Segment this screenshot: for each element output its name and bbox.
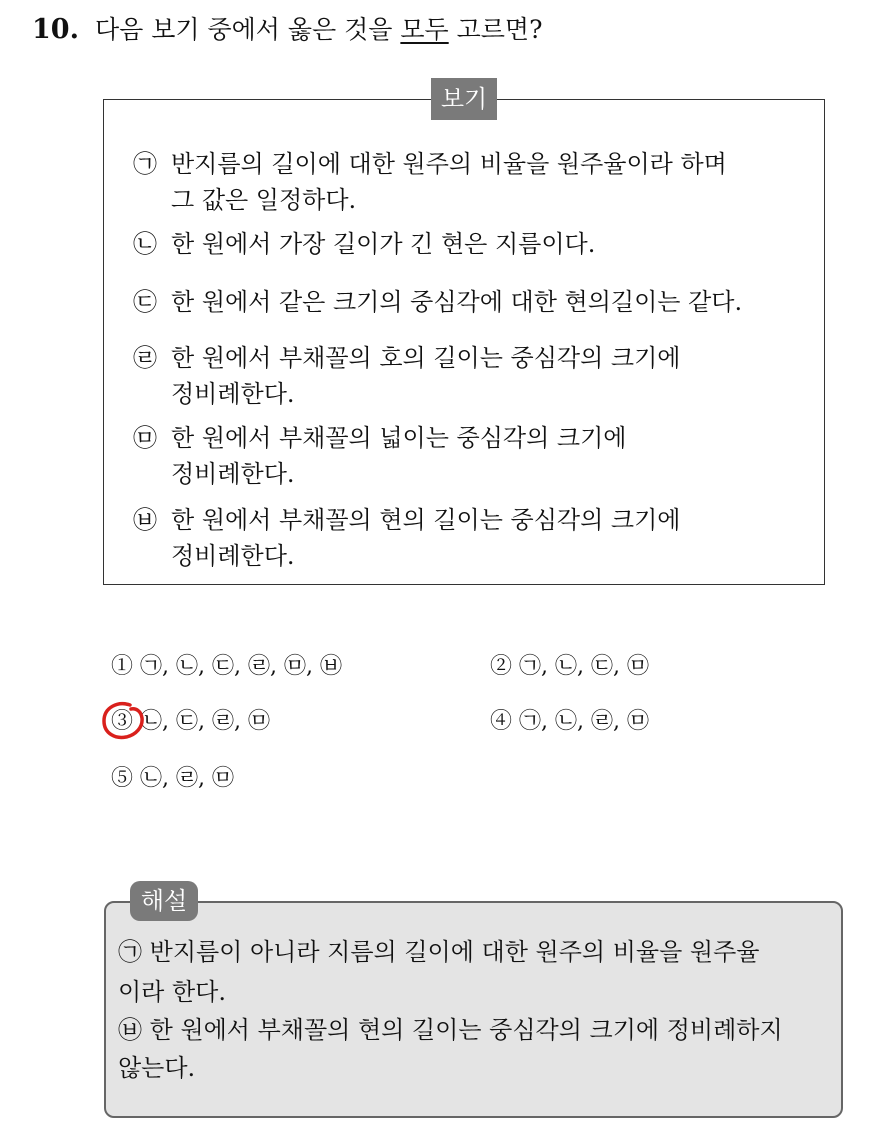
bogi-item-mark: ㉢	[133, 288, 157, 316]
solution-label: 해설	[130, 881, 198, 921]
bogi-item-1	[133, 146, 727, 218]
solution-line: ㉠ 반지름이 아니라 지름의 길이에 대한 원주의 비율을 원주율	[118, 938, 760, 966]
bogi-item-line: 한 원에서 가장 길이가 긴 현은 지름이다.	[171, 230, 596, 258]
choice-text: ㉠, ㉡, ㉢, ㉤	[512, 654, 649, 679]
choice-text: ㉠, ㉡, ㉣, ㉤	[512, 709, 649, 734]
choice-5[interactable]	[111, 764, 234, 794]
choice-number: ③	[111, 709, 134, 734]
bogi-item-6	[133, 502, 680, 574]
question-text-after: 고르면?	[448, 15, 543, 44]
choice-number: ①	[111, 654, 134, 679]
question-emphasis: 모두	[400, 15, 449, 44]
bogi-item-line: 반지름의 길이에 대한 원주의 비율을 원주율이라 하며	[171, 150, 727, 178]
choice-2[interactable]	[490, 652, 649, 682]
bogi-item-line: 한 원에서 부채꼴의 넓이는 중심각의 크기에	[171, 424, 627, 452]
question-text-before: 다음 보기 중에서 옳은 것을	[94, 15, 401, 44]
bogi-item-mark: ㉠	[133, 150, 157, 178]
bogi-label: 보기	[431, 78, 497, 120]
bogi-item-line: 정비례한다.	[171, 460, 295, 488]
solution-line: 이라 한다.	[118, 978, 226, 1006]
bogi-item-mark: ㉤	[133, 424, 157, 452]
question-heading	[32, 12, 543, 48]
choice-text: ㉡, ㉢, ㉣, ㉤	[133, 709, 270, 734]
bogi-item-line: 한 원에서 부채꼴의 호의 길이는 중심각의 크기에	[171, 344, 681, 372]
bogi-item-line: 한 원에서 부채꼴의 현의 길이는 중심각의 크기에	[171, 506, 681, 534]
bogi-item-2	[133, 226, 595, 262]
circle-stroke	[104, 704, 142, 738]
bogi-item-5	[133, 420, 626, 492]
bogi-item-line: 그 값은 일정하다.	[171, 186, 357, 214]
bogi-item-mark: ㉣	[133, 344, 157, 372]
bogi-item-4	[133, 340, 680, 412]
solution-line: 않는다.	[118, 1054, 196, 1082]
bogi-item-line: 한 원에서 같은 크기의 중심각에 대한 현의길이는 같다.	[171, 288, 743, 316]
choice-number: ⑤	[111, 766, 134, 791]
choice-number: ④	[490, 709, 513, 734]
choice-4[interactable]	[490, 707, 649, 737]
choice-text: ㉠, ㉡, ㉢, ㉣, ㉤, ㉥	[133, 654, 342, 679]
question-text	[95, 15, 543, 44]
bogi-item-3	[133, 284, 742, 320]
choice-1[interactable]	[111, 652, 342, 682]
answer-circle-mark	[100, 701, 146, 741]
question-number: 10.	[32, 14, 79, 45]
solution-line: ㉥ 한 원에서 부채꼴의 현의 길이는 중심각의 크기에 정비례하지	[118, 1016, 783, 1044]
choice-number: ②	[490, 654, 513, 679]
bogi-item-line: 정비례한다.	[171, 380, 295, 408]
choice-text: ㉡, ㉣, ㉤	[133, 766, 234, 791]
bogi-item-mark: ㉡	[133, 230, 157, 258]
bogi-item-mark: ㉥	[133, 506, 157, 534]
bogi-item-line: 정비례한다.	[171, 542, 295, 570]
